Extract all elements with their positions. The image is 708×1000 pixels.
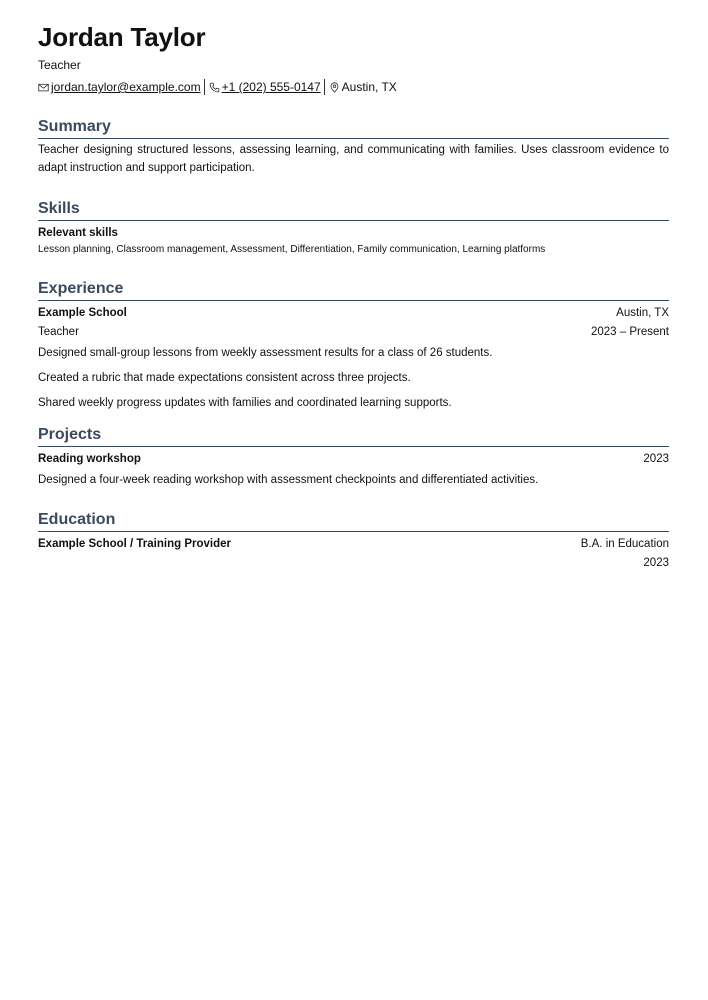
contact-location: [329, 79, 397, 95]
experience-heading: Experience: [38, 279, 669, 301]
experience-item: [38, 304, 669, 411]
education-institution: Example School / Training Provider: [38, 538, 231, 550]
education-degree: B.A. in Education: [580, 538, 669, 550]
email-link[interactable]: jordan.taylor@example.com: [51, 80, 201, 94]
experience-bullet: Designed small-group lessons from weekly assessment results for a class of 26 students.: [38, 347, 493, 359]
experience-bullet: Shared weekly progress updates with families and coordinated learning supports.: [38, 397, 452, 409]
skills-heading: Skills: [38, 199, 669, 221]
education-year: 2023: [643, 557, 669, 569]
education-row: [38, 535, 669, 554]
project-year: 2023: [643, 453, 669, 465]
experience-bullet: Created a rubric that made expectations consistent across three projects.: [38, 372, 411, 384]
experience-dates: 2023 – Present: [590, 326, 669, 338]
projects-heading: Projects: [38, 425, 669, 447]
contact-line: [38, 79, 669, 95]
experience-org: Example School: [38, 307, 127, 319]
skills-group-row: [38, 224, 669, 243]
summary-heading: Summary: [38, 117, 669, 139]
education-section: [38, 510, 669, 573]
experience-role-row: [38, 323, 669, 342]
skills-group-label: Relevant skills: [38, 227, 118, 239]
phone-icon: [209, 82, 220, 93]
summary-section: [38, 117, 669, 177]
experience-section: [38, 279, 669, 411]
projects-section: [38, 425, 669, 488]
experience-location: Austin, TX: [616, 307, 669, 319]
contact-phone: [209, 79, 321, 95]
project-item: [38, 450, 669, 488]
location-text: Austin, TX: [341, 80, 397, 94]
experience-org-row: [38, 304, 669, 323]
candidate-title: Teacher: [38, 58, 81, 72]
project-title-row: [38, 450, 669, 469]
project-name: Reading workshop: [38, 453, 141, 465]
phone-link[interactable]: +1 (202) 555-0147: [221, 80, 321, 94]
education-item: [38, 535, 669, 573]
skills-list: Lesson planning, Classroom management, Assessment, Differentiation, Family communication, Learning platforms: [38, 244, 546, 255]
project-description: Designed a four-week reading workshop with assessment checkpoints and differentiated activities.: [38, 474, 539, 486]
contact-separator: [204, 79, 205, 95]
skills-section: [38, 199, 669, 257]
education-heading: Education: [38, 510, 669, 532]
education-year-row: [38, 554, 669, 573]
location-pin-icon: [329, 82, 340, 93]
experience-role: Teacher: [38, 326, 79, 338]
candidate-name: Jordan Taylor: [38, 22, 206, 52]
contact-separator: [324, 79, 325, 95]
summary-text: Teacher designing structured lessons, assessing learning, and communicating with families. Uses classroom evidence to adapt instruction and support participation.: [38, 144, 669, 174]
contact-email: [38, 79, 201, 95]
mail-icon: [38, 82, 49, 93]
